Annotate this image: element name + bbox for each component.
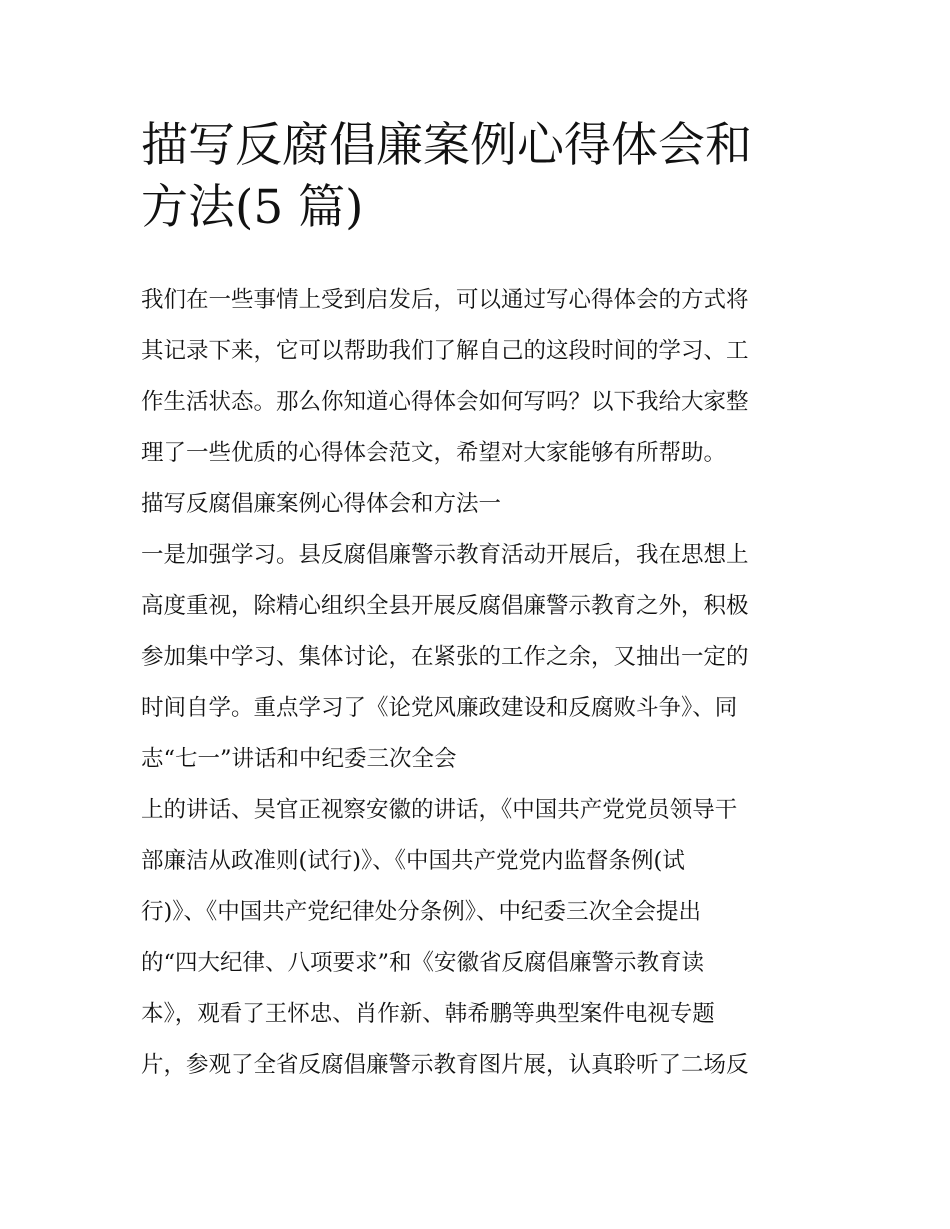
body-line: 上的讲话、吴官正视察安徽的讲话，《中国共产党党员领导干: [141, 797, 738, 823]
title-line: 方法(5 篇): [141, 180, 364, 235]
title-line: 描写反腐倡廉案例心得体会和: [141, 118, 752, 173]
body-line: 理了一些优质的心得体会范文，希望对大家能够有所帮助。: [141, 440, 727, 466]
body-line: 一是加强学习。县反腐倡廉警示教育活动开展后，我在思想上: [141, 542, 749, 568]
body-line: 我们在一些事情上受到启发后，可以通过写心得体会的方式将: [141, 287, 749, 313]
body-line: 本》，观看了王怀忠、肖作新、韩希鹏等典型案件电视专题: [141, 1001, 715, 1027]
body-line: 行)》、《中国共产党纪律处分条例》、中纪委三次全会提出: [141, 899, 702, 925]
body-line: 高度重视，除精心组织全县开展反腐倡廉警示教育之外，积极: [141, 593, 749, 619]
document-body: [141, 280, 821, 1096]
body-line: 志“七一”讲话和中纪委三次全会: [141, 746, 457, 772]
body-line: 作生活状态。那么你知道心得体会如何写吗？以下我给大家整: [141, 389, 749, 415]
body-line: 其记录下来，它可以帮助我们了解自己的这段时间的学习、工: [141, 338, 749, 364]
document-title: [141, 115, 821, 239]
body-line: 参加集中学习、集体讨论，在紧张的工作之余，又抽出一定的: [141, 644, 749, 670]
body-line: 的“四大纪律、八项要求”和《安徽省反腐倡廉警示教育读: [141, 950, 705, 976]
body-line: 片，参观了全省反腐倡廉警示教育图片展，认真聆听了二场反: [141, 1052, 749, 1078]
body-line: 部廉洁从政准则(试行)》、《中国共产党党内监督条例(试: [141, 848, 685, 874]
section-heading: 描写反腐倡廉案例心得体会和方法一: [141, 491, 502, 517]
body-line: 时间自学。重点学习了《论党风廉政建设和反腐败斗争》、同: [141, 695, 738, 721]
